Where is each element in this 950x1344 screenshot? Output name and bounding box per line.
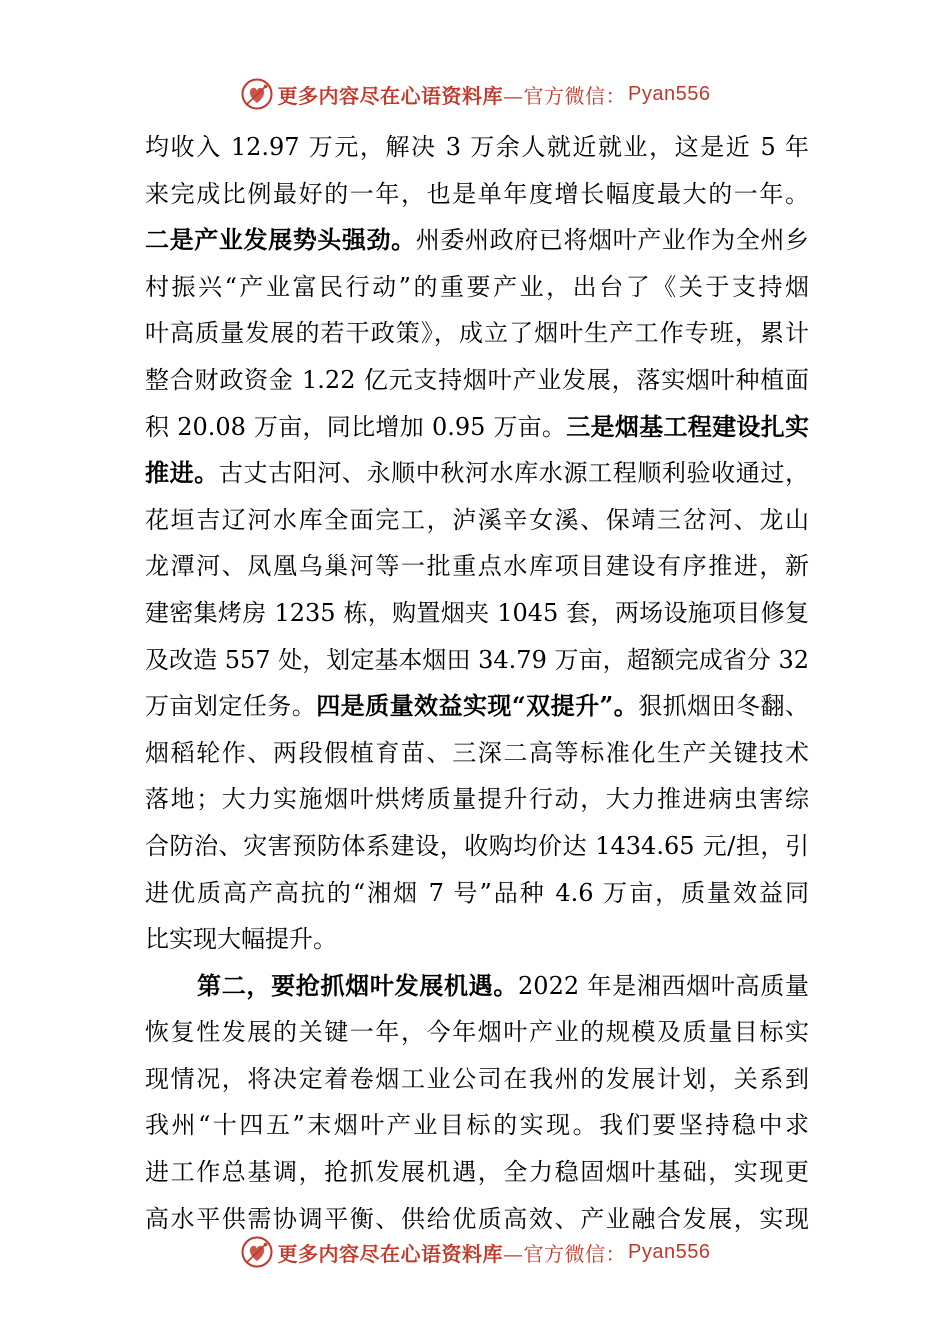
bold-text-segment: 二是产业发展势头强劲。 — [145, 225, 416, 255]
banner-prefix: 更多内容尽在心语资料库 — [277, 1241, 504, 1266]
text-segment: 万亩划定任务。 — [145, 692, 317, 721]
banner-dash: —官方微信： — [503, 1241, 627, 1266]
text-line — [145, 730, 809, 777]
text-line — [145, 171, 809, 218]
text-line — [145, 1056, 809, 1103]
text-line — [145, 450, 809, 497]
text-line — [145, 776, 809, 823]
text-line — [145, 404, 809, 451]
text-segment: 村振兴“产业富民行动”的重要产业，出台了《关于支持烟 — [145, 272, 809, 301]
footer-banner — [0, 1230, 950, 1274]
text-line — [145, 637, 809, 684]
text-segment: 2022 年是湘西烟叶高质量 — [518, 971, 809, 1000]
text-segment: 花垣吉辽河水库全面完工，泸溪辛女溪、保靖三岔河、龙山 — [145, 505, 809, 534]
text-segment: 高水平供需协调平衡、供给优质高效、产业融合发展，实现 — [145, 1204, 809, 1233]
text-line — [145, 310, 809, 357]
text-segment: 整合财政资金 1.22 亿元支持烟叶产业发展，落实烟叶种植面 — [145, 365, 809, 394]
banner-wechat-code: Pyan556 — [628, 1240, 711, 1263]
text-line — [145, 124, 809, 171]
text-segment: 及改造 557 处，划定基本烟田 34.79 万亩，超额完成省分 32 — [145, 645, 809, 674]
text-line — [145, 1149, 809, 1196]
text-segment: 州委州政府已将烟叶产业作为全州乡 — [415, 226, 809, 255]
text-segment: 积 20.08 万亩，同比增加 0.95 万亩。 — [145, 412, 567, 441]
text-line — [145, 357, 809, 404]
text-segment: 现情况，将决定着卷烟工业公司在我州的发展计划，关系到 — [145, 1064, 809, 1093]
banner-dash: —官方微信： — [503, 83, 627, 108]
text-segment: 狠抓烟田冬翻、 — [638, 692, 809, 721]
text-segment: 烟稻轮作、两段假植育苗、三深二高等标准化生产关键技术 — [145, 738, 809, 767]
text-segment: 古丈古阳河、永顺中秋河水库水源工程顺利验收通过， — [218, 459, 809, 488]
bold-text-segment: 推进。 — [145, 458, 219, 488]
text-segment: 来完成比例最好的一年，也是单年度增长幅度最大的一年。 — [145, 179, 809, 208]
text-segment: 我州“十四五”末烟叶产业目标的实现。我们要坚持稳中求 — [145, 1111, 809, 1140]
text-segment: 均收入 12.97 万元，解决 3 万余人就近就业，这是近 5 年 — [145, 133, 809, 161]
text-line — [145, 264, 809, 311]
text-line — [145, 1009, 809, 1056]
text-line — [145, 590, 809, 637]
text-segment: 龙潭河、凤凰乌巢河等一批重点水库项目建设有序推进，新 — [145, 552, 809, 581]
text-line — [145, 1102, 809, 1149]
document-body — [145, 124, 809, 1242]
text-line — [145, 823, 809, 870]
text-segment: 落地；大力实施烟叶烘烤质量提升行动，大力推进病虫害综 — [145, 785, 809, 814]
text-segment: 进优质高产高抗的“湘烟 7 号”品种 4.6 万亩，质量效益同 — [145, 878, 809, 907]
banner-wechat-code: Pyan556 — [628, 82, 711, 105]
heart-logo-icon — [240, 77, 274, 111]
text-segment: 进工作总基调，抢抓发展机遇，全力稳固烟叶基础，实现更 — [145, 1158, 809, 1187]
text-line — [145, 916, 809, 963]
text-segment: 建密集烤房 1235 栋，购置烟夹 1045 套，两场设施项目修复 — [145, 598, 809, 627]
text-segment: 恢复性发展的关键一年，今年烟叶产业的规模及质量目标实 — [145, 1018, 809, 1047]
banner-prefix: 更多内容尽在心语资料库 — [277, 83, 504, 108]
bold-text-segment: 三是烟基工程建设扎实 — [566, 411, 809, 441]
text-segment: 叶高质量发展的若干政策》，成立了烟叶生产工作专班，累计 — [145, 319, 809, 348]
text-line — [145, 543, 809, 590]
text-segment: 合防治、灾害预防体系建设，收购均价达 1434.65 元/担，引 — [145, 831, 809, 860]
text-segment: 比实现大幅提升。 — [145, 925, 337, 954]
text-line — [145, 217, 809, 264]
text-line — [145, 497, 809, 544]
heart-logo-icon — [240, 1235, 274, 1269]
text-line — [145, 870, 809, 917]
text-line — [145, 683, 809, 730]
bold-text-segment: 第二，要抢抓烟叶发展机遇。 — [197, 970, 519, 1000]
text-line — [145, 963, 809, 1010]
bold-text-segment: 四是质量效益实现“双提升”。 — [316, 691, 639, 721]
header-banner — [0, 72, 950, 116]
